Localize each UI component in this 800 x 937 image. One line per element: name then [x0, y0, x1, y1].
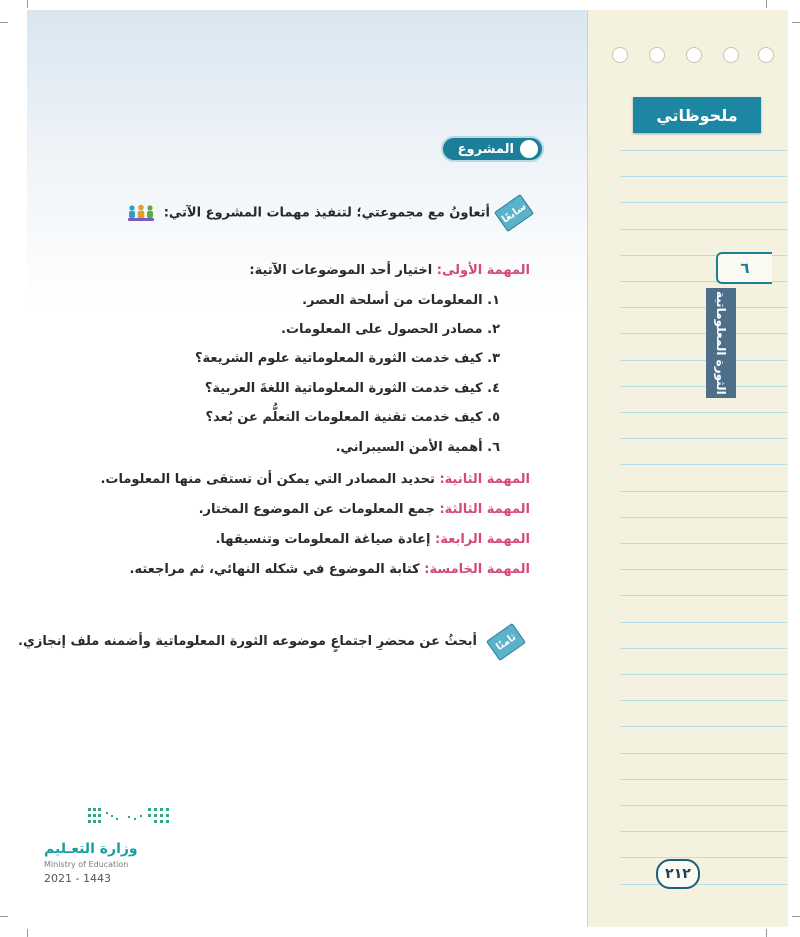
notes-title: ملحوظاتي [633, 97, 761, 133]
ruled-line [620, 674, 787, 675]
binder-hole [758, 47, 774, 63]
project-pill [441, 136, 544, 162]
ministry-name-ar: وزارة التعـليم [44, 841, 138, 857]
ministry-name-en: Ministry of Education [44, 860, 129, 869]
ruled-line [620, 700, 787, 701]
step8-badge: ثامنًا [486, 623, 526, 661]
crop-mark [0, 916, 8, 917]
ruled-line [620, 464, 787, 465]
ruled-line [620, 229, 787, 230]
ruled-line [620, 857, 787, 858]
ruled-line [620, 726, 787, 727]
ruled-line [620, 412, 787, 413]
topic-item: ٥. كيف خدمت تقنية المعلومات التعلُّم عن بُعد؟ [205, 410, 500, 425]
topic-item: ٤. كيف خدمت الثورة المعلوماتية اللغةَ العربية؟ [204, 381, 500, 396]
crop-mark [27, 0, 28, 8]
step7-badge: سابعًا [494, 194, 534, 232]
ruled-line [620, 438, 787, 439]
ruled-line [620, 753, 787, 754]
unit-number: ٦ [716, 252, 772, 284]
task-5-text: كتابة الموضوع في شكله النهائي، ثم مراجعته. [129, 562, 420, 577]
task-2-label: المهمة الثانية: [439, 472, 530, 487]
ruled-line [620, 491, 787, 492]
group-work-icon [127, 204, 155, 222]
notes-panel [587, 10, 788, 927]
ruled-line [620, 360, 787, 361]
step8-instruction: أبحثُ عن محضرِ اجتماعٍ موضوعه الثورة المعلوماتية وأضمنه ملف إنجازي. [18, 634, 477, 649]
task-1-label: المهمة الأولى: [436, 263, 530, 278]
ministry-year: 2021 - 1443 [44, 872, 111, 885]
ruled-line [620, 386, 787, 387]
ruled-line [620, 648, 787, 649]
topic-item: ٣. كيف خدمت الثورة المعلوماتية علوم الشريعة؟ [194, 351, 500, 366]
ruled-line [620, 150, 787, 151]
unit-title-tab [706, 288, 736, 398]
binder-hole [686, 47, 702, 63]
ruled-line [620, 543, 787, 544]
task-2 [100, 472, 530, 487]
ruled-line [620, 831, 787, 832]
ruled-line [620, 176, 787, 177]
project-label: المشروع [457, 141, 514, 157]
ministry-logo [88, 806, 172, 830]
binder-hole [612, 47, 628, 63]
step7-text: أتعاونُ مع مجموعتي؛ لتنفيذ مهمات المشروع الآتي: [163, 205, 490, 221]
binder-hole [723, 47, 739, 63]
topic-item: ٦. أهمية الأمن السيبراني. [335, 440, 500, 455]
ruled-line [620, 307, 787, 308]
crop-mark [27, 929, 28, 937]
ruled-line [620, 569, 787, 570]
task-5-label: المهمة الخامسة: [424, 562, 530, 577]
crop-mark [792, 22, 800, 23]
task-4-text: إعادة صياغة المعلومات وتنسيقها. [215, 532, 431, 547]
ruled-line [620, 517, 787, 518]
crop-mark [792, 916, 800, 917]
unit-title: الثورة المعلوماتية [714, 291, 728, 395]
task-4-label: المهمة الرابعة: [435, 532, 530, 547]
crop-mark [766, 929, 767, 937]
ruled-line [620, 884, 787, 885]
task-1 [249, 263, 530, 278]
binder-hole [649, 47, 665, 63]
pill-circle-icon [520, 140, 538, 158]
task-2-text: تحديد المصادر التي يمكن أن تستقى منها المعلومات. [100, 472, 435, 487]
task-3-text: جمع المعلومات عن الموضوع المختار. [198, 502, 435, 517]
task-3-label: المهمة الثالثة: [439, 502, 530, 517]
page-number: ٢١٢ [656, 859, 700, 889]
ruled-line [620, 622, 787, 623]
ruled-line [620, 595, 787, 596]
ruled-line [620, 805, 787, 806]
step7-instruction [127, 204, 490, 222]
ruled-line [620, 779, 787, 780]
crop-mark [766, 0, 767, 8]
ruled-line [620, 202, 787, 203]
crop-mark [0, 22, 8, 23]
ruled-line [620, 333, 787, 334]
task-4 [215, 532, 530, 547]
task-1-text: اختيار أحد الموضوعات الآتية: [249, 263, 433, 278]
topic-item: ٢. مصادر الحصول على المعلومات. [281, 322, 500, 337]
task-5 [130, 562, 531, 577]
topic-item: ١. المعلومات من أسلحة العصر. [302, 293, 500, 308]
task-3 [199, 502, 530, 517]
